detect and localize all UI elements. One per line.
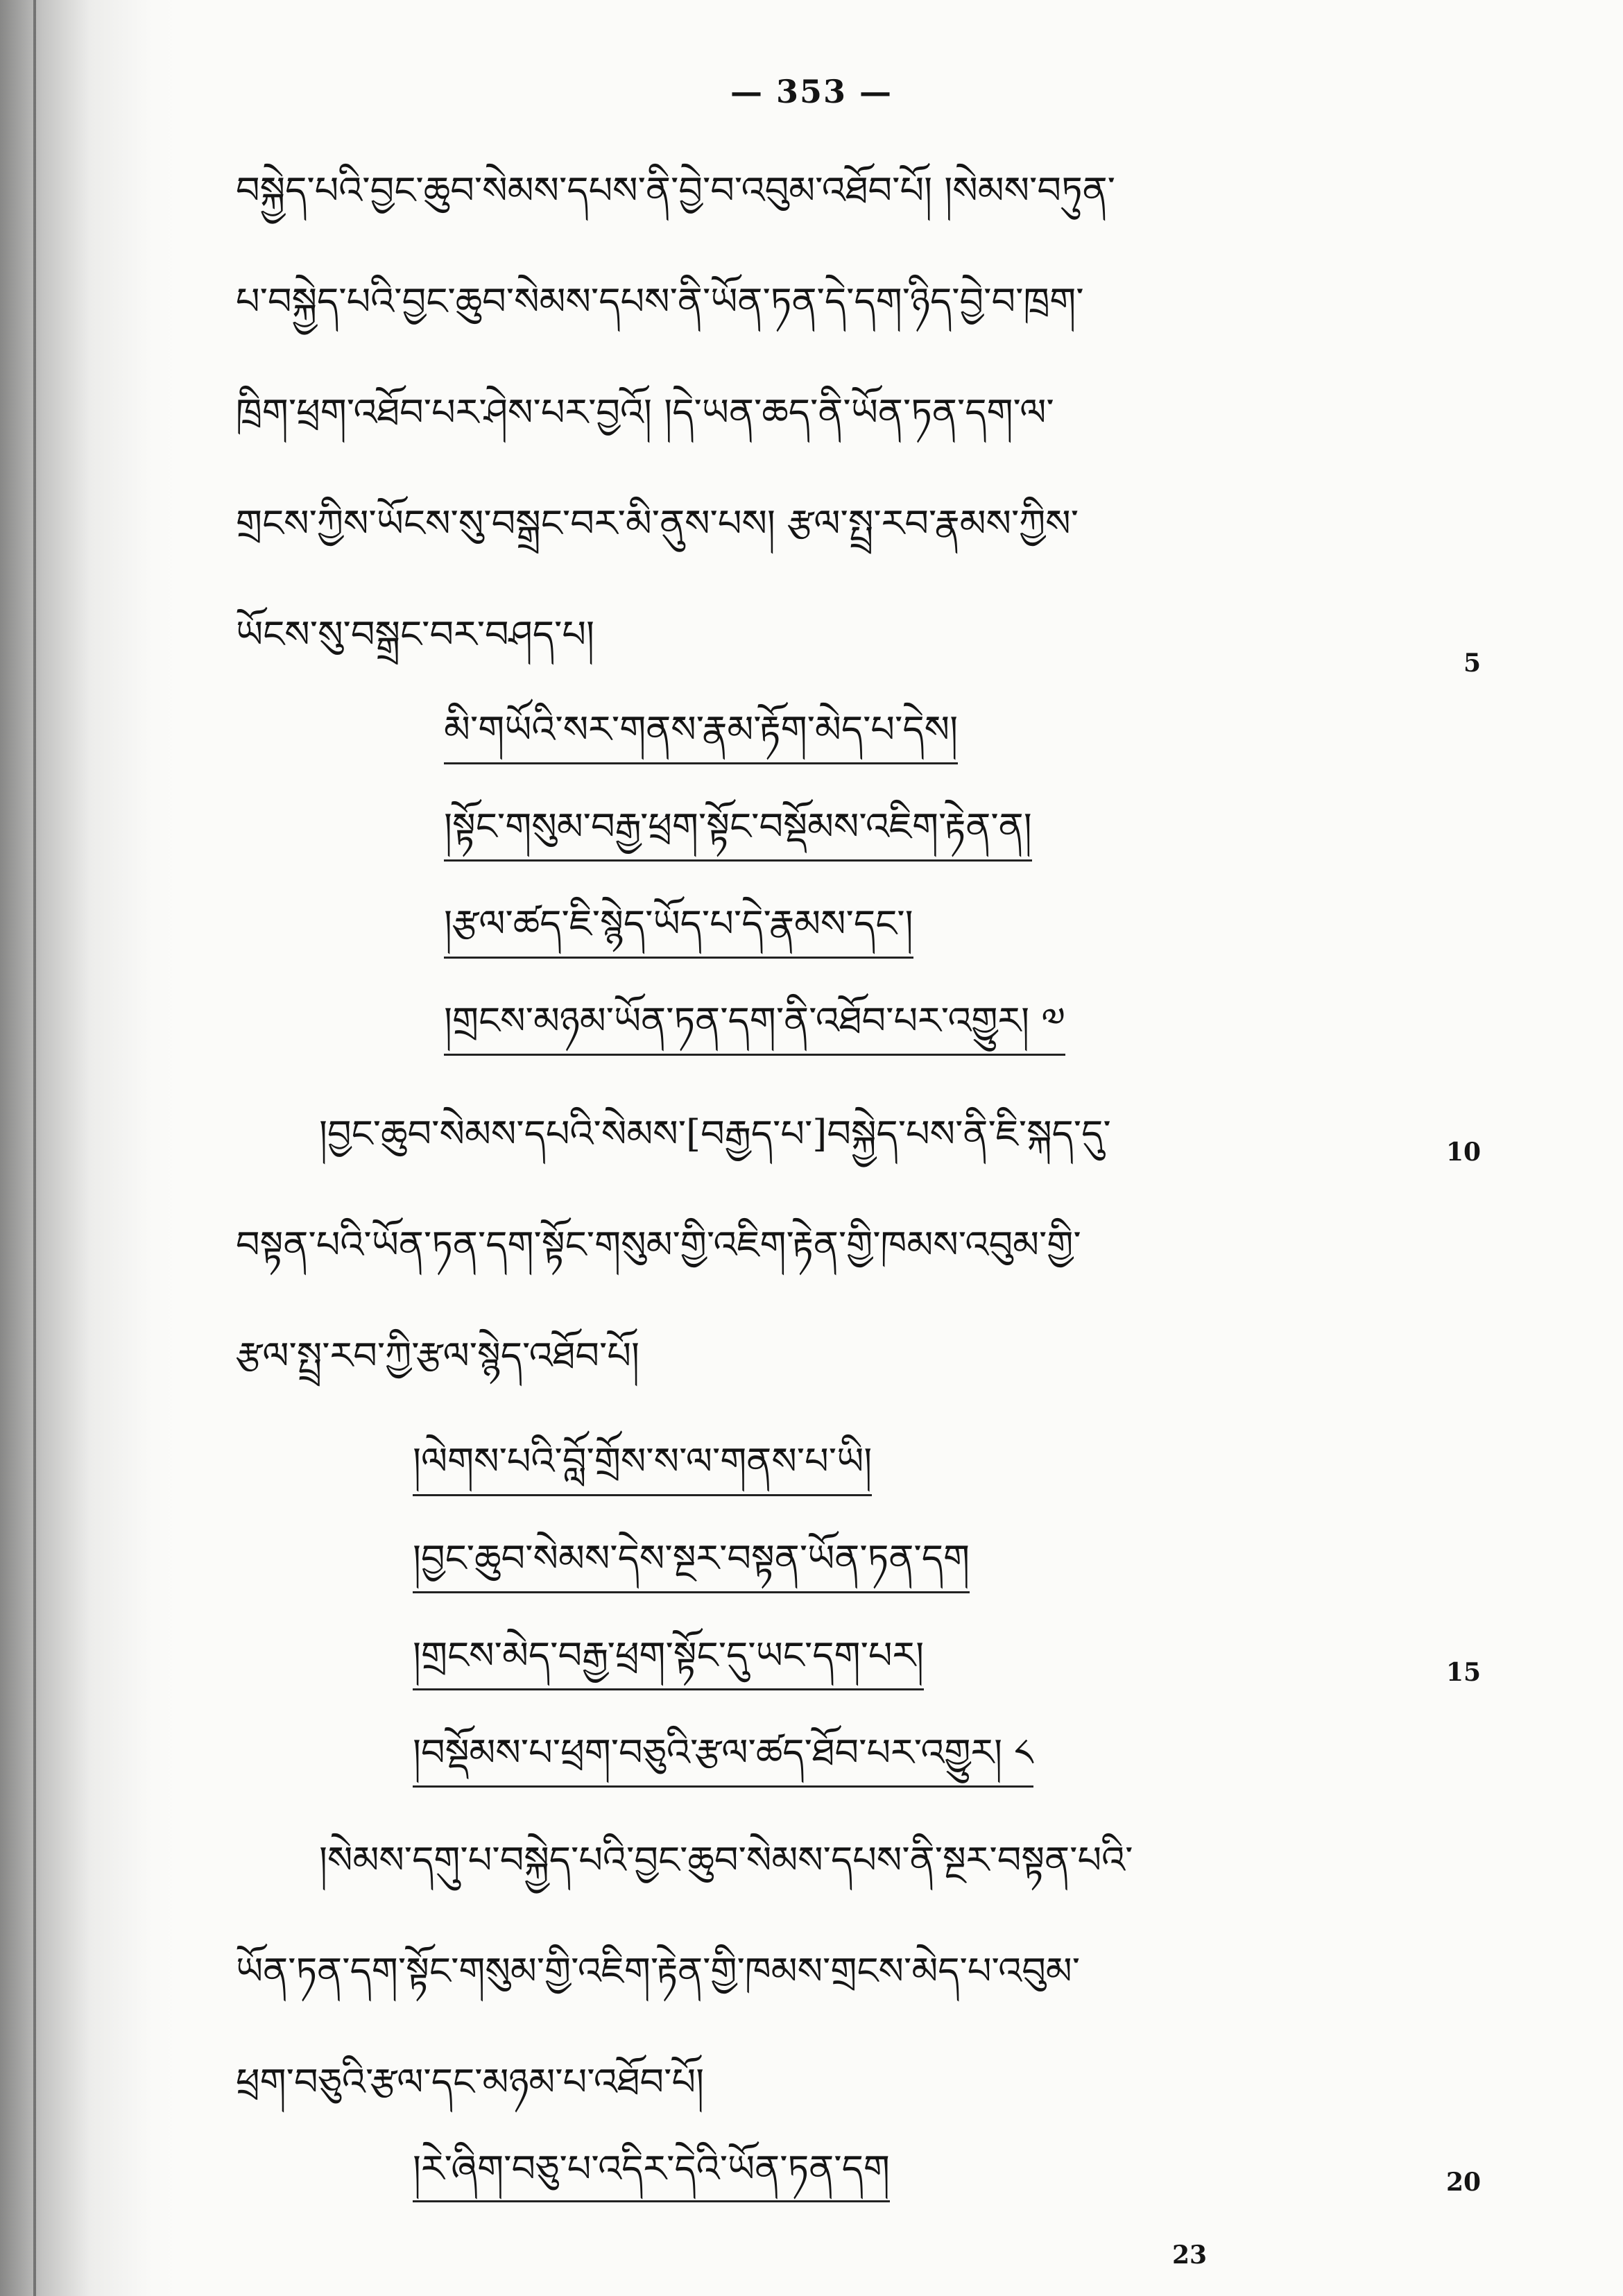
text-line-4: གྲངས་ཀྱིས་ཡོངས་སུ་བསྒྲང་བར་མི་ནུས་པས། རྩལ་སྤྲ་རབ་རྣམས་ཀྱིས་	[236, 502, 1079, 545]
text-line-18: ཡོན་ཏན་དག་སྟོང་གསུམ་གྱི་འཇིག་རྟེན་གྱི་ཁམས་གྲངས་མེད་པ་འབུམ་	[236, 1949, 1081, 1993]
text-line-12: རྩལ་སྤྲ་རབ་ཀྱི་རྩལ་སྙེད་འཐོབ་པོ།	[236, 1334, 639, 1378]
verse-line-8: །བསྡོམས་པ་ཕྲག་བཅུའི་རྩལ་ཚད་ཐོབ་པར་འགྱུར། ༨	[413, 1734, 1033, 1788]
text-line-17: །སེམས་དགུ་པ་བསྐྱེད་པའི་བྱང་ཆུབ་སེམས་དཔས་ནི་སྔར་བསྟན་པའི་	[319, 1838, 1133, 1882]
verse-line-6: །བྱང་ཆུབ་སེམས་དེས་སྔར་བསྟན་ཡོན་ཏན་དག	[413, 1540, 970, 1593]
text-line-11: བསྟན་པའི་ཡོན་ཏན་དག་སྟོང་གསུམ་གྱི་འཇིག་རྟེན་གྱི་ཁམས་འབུམ་གྱི་	[236, 1223, 1081, 1267]
verse-line-3: །རྩལ་ཚད་ཇི་སྙེད་ཡོད་པ་དེ་རྣམས་དང་།	[444, 905, 913, 959]
text-line-2: པ་བསྐྱེད་པའི་བྱང་ཆུབ་སེམས་དཔས་ནི་ཡོན་ཏན་དེ་དག་ཉིད་བྱེ་བ་ཁྲག་	[236, 280, 1084, 323]
signature-mark: 23	[1172, 2241, 1208, 2270]
line-number-15: 15	[1446, 1658, 1482, 1687]
scan-gutter-edge	[33, 0, 36, 2296]
line-number-10: 10	[1446, 1138, 1482, 1167]
line-number-5: 5	[1463, 649, 1482, 678]
page-number-header: — 353 —	[730, 73, 893, 110]
verse-line-9: །རེ་ཞིག་བཅུ་པ་འདིར་དེའི་ཡོན་ཏན་དག	[413, 2150, 890, 2202]
text-line-1: བསྐྱེད་པའི་བྱང་ཆུབ་སེམས་དཔས་ནི་བྱེ་བ་འབུམ་འཐོབ་པོ། །སེམས་བཏུན་	[236, 169, 1116, 212]
verse-line-5: །ལེགས་པའི་བློ་གྲོས་ས་ལ་གནས་པ་ཡི།	[413, 1443, 872, 1496]
text-line-3: ཁྲིག་ཕྲག་འཐོབ་པར་ཤེས་པར་བྱའོ། །དེ་ཡན་ཆད་ནི་ཡོན་ཏན་དག་ལ་	[236, 391, 1054, 434]
text-line-10: །བྱང་ཆུབ་སེམས་དཔའི་སེམས་[བརྒྱད་པ་]བསྐྱེད་པས་ནི་ཇི་སྐད་དུ་	[319, 1112, 1111, 1156]
verse-line-7: །གྲངས་མེད་བརྒྱ་ཕྲག་སྟོང་དུ་ཡང་དག་པར།	[413, 1637, 924, 1690]
text-line-5: ཡོངས་སུ་བསྒྲང་བར་བཤད་པ།	[236, 612, 594, 656]
verse-line-2: །སྟོང་གསུམ་བརྒྱ་ཕྲག་སྟོང་བསྡོམས་འཇིག་རྟེན་ན།	[444, 808, 1032, 862]
verse-line-1: མི་གཡོའི་སར་གནས་རྣམ་རྟོག་མེད་པ་དེས།	[444, 711, 958, 764]
line-number-20: 20	[1446, 2168, 1482, 2197]
scan-gutter-shadow	[0, 0, 180, 2296]
verse-line-4: །གྲངས་མཉམ་ཡོན་ཏན་དག་ནི་འཐོབ་པར་འགྱུར། ༧	[444, 1002, 1065, 1056]
text-line-19: ཕྲག་བཅུའི་རྩལ་དང་མཉམ་པ་འཐོབ་པོ།	[236, 2060, 705, 2104]
